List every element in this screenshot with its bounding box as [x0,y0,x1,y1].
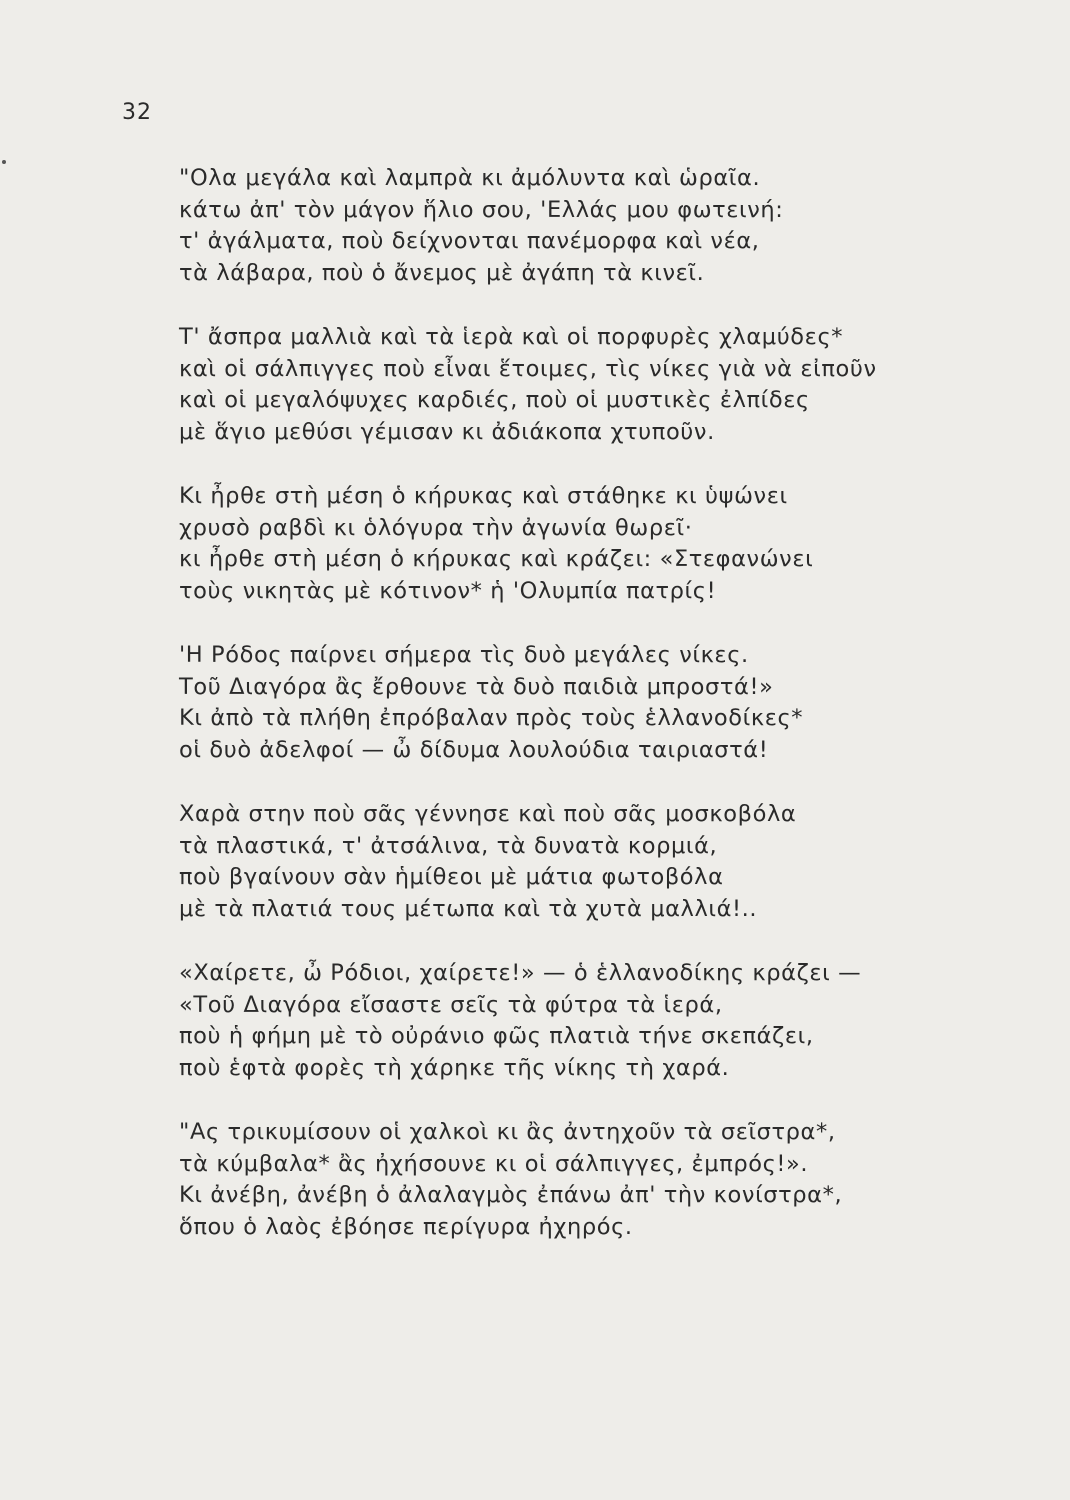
poem-line: οἱ δυὸ ἀδελφοί — ὦ δίδυμα λουλούδια ταιριαστά! [179,736,769,763]
poem-line: τὰ πλαστικά, τ' ἀτσάλινα, τὰ δυνατὰ κορμιά, [179,832,718,859]
page-number: 32 [122,100,152,125]
poem-line: Τ' ἄσπρα μαλλιὰ καὶ τὰ ἱερὰ καὶ οἱ πορφυρὲς χλαμύδες* [179,324,844,350]
stanza [179,640,939,766]
poem-line: καὶ οἱ σάλπιγγες ποὺ εἶναι ἕτοιμες, τὶς νίκες γιὰ νὰ εἰποῦν [179,355,877,382]
stanza [179,958,939,1084]
poem-line: κι ἦρθε στὴ μέση ὁ κήρυκας καὶ κράζει: «Στεφανώνει [179,546,814,572]
poem-line: ὅπου ὁ λαὸς ἐβόησε περίγυρα ἠχηρός. [179,1213,633,1240]
stanza [179,481,939,607]
poem-line: Κι ἦρθε στὴ μέση ὁ κήρυκας καὶ στάθηκε κι ὑψώνει [179,483,788,509]
poem-line: "Ολα μεγάλα καὶ λαμπρὰ κι ἀμόλυντα καὶ ὡραῖα. [179,165,761,191]
poem-line: μὲ ἅγιο μεθύσι γέμισαν κι ἀδιάκοπα χτυποῦν. [179,418,715,445]
poem-line: «Χαίρετε, ὦ Ρόδιοι, χαίρετε!» — ὁ ἑλλανοδίκης κράζει — [179,960,862,986]
poem-body [179,163,939,1276]
poem-line: Τοῦ Διαγόρα ἂς ἔρθουνε τὰ δυὸ παιδιὰ μπροστά!» [179,673,774,700]
poem-line: τοὺς νικητὰς μὲ κότινον* ἡ 'Ολυμπία πατρίς! [179,577,717,604]
poem-line: κάτω ἀπ' τὸν μάγον ἥλιο σου, 'Ελλάς μου φωτεινή: [179,196,784,223]
poem-line: τὰ λάβαρα, ποὺ ὁ ἄνεμος μὲ ἀγάπη τὰ κινεῖ. [179,259,705,286]
stanza [179,799,939,925]
margin-mark [2,160,6,164]
poem-line: μὲ τὰ πλατιά τους μέτωπα καὶ τὰ χυτὰ μαλλιά!.. [179,895,758,922]
poem-line: ποὺ ἡ φήμη μὲ τὸ οὐράνιο φῶς πλατιὰ τήνε σκεπάζει, [179,1023,814,1049]
poem-line: τὰ κύμβαλα* ἂς ἠχήσουνε κι οἱ σάλπιγγες, ἐμπρός!». [179,1150,809,1177]
poem-line: τ' ἀγάλματα, ποὺ δείχνονται πανέμορφα καὶ νέα, [179,228,760,254]
poem-line: 'Η Ρόδος παίρνει σήμερα τὶς δυὸ μεγάλες νίκες. [179,642,749,668]
poem-line: "Ας τρικυμίσουν οἱ χαλκοὶ κι ἂς ἀντηχοῦν τὰ σεῖστρα*, [179,1119,836,1145]
poem-line: Κι ἀνέβη, ἀνέβη ὁ ἀλαλαγμὸς ἐπάνω ἀπ' τὴν κονίστρα*, [179,1182,843,1208]
poem-line: καὶ οἱ μεγαλόψυχες καρδιές, ποὺ οἱ μυστικὲς ἐλπίδες [179,387,810,413]
stanza [179,163,939,289]
poem-line: ποὺ βγαίνουν σὰν ἡμίθεοι μὲ μάτια φωτοβόλα [179,864,724,890]
stanza [179,1117,939,1243]
stanza [179,322,939,448]
poem-line: Κι ἀπὸ τὰ πλήθη ἐπρόβαλαν πρὸς τοὺς ἑλλανοδίκες* [179,705,804,731]
poem-line: χρυσὸ ραβδὶ κι ὁλόγυρα τὴν ἀγωνία θωρεῖ· [179,514,693,541]
poem-line: «Τοῦ Διαγόρα εἴσαστε σεῖς τὰ φύτρα τὰ ἱερά, [179,991,723,1018]
poem-line: ποὺ ἑφτὰ φορὲς τὴ χάρηκε τῆς νίκης τὴ χαρά. [179,1054,730,1081]
poem-line: Χαρὰ στην ποὺ σᾶς γέννησε καὶ ποὺ σᾶς μοσκοβόλα [179,801,797,827]
